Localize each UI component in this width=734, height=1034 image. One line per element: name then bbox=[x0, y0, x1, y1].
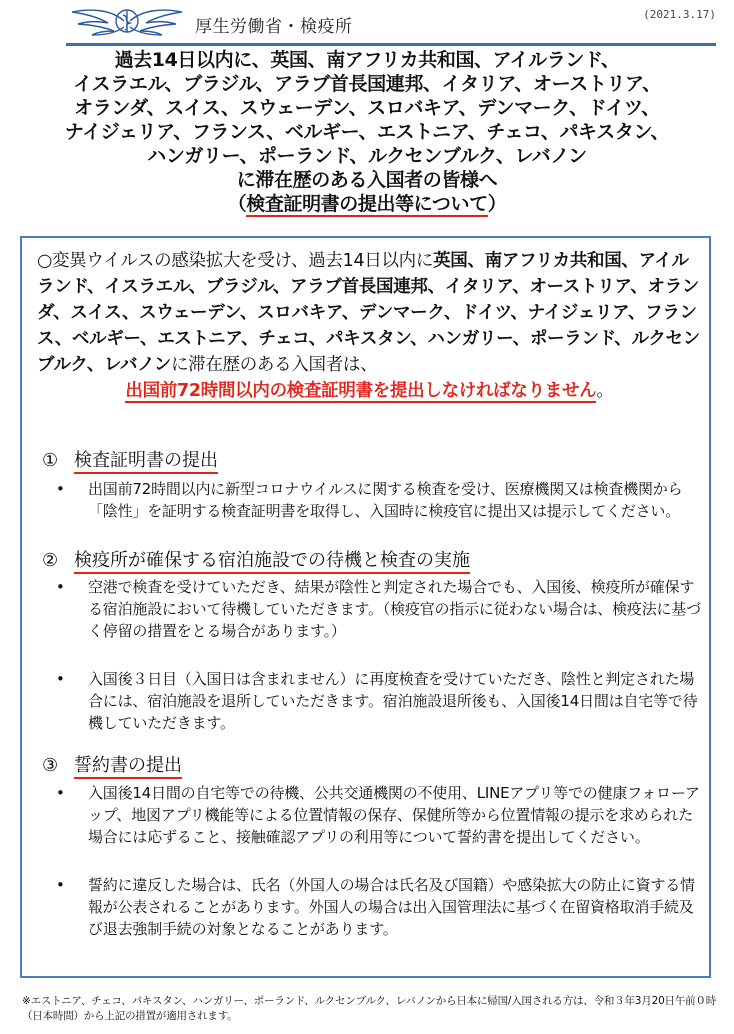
bullet-item bbox=[56, 576, 702, 642]
bullet-item bbox=[56, 782, 702, 848]
page-title bbox=[0, 48, 734, 216]
requirement-period: 。 bbox=[596, 381, 614, 401]
organization-name: 厚生労働省・検疫所 bbox=[195, 17, 353, 37]
section-number: ② bbox=[42, 550, 59, 571]
section-title: 検疫所が確保する宿泊施設での待機と検査の実施 bbox=[74, 550, 470, 574]
bullet-text: 入国後14日間の自宅等での待機、公共交通機関の不使用、LINEアプリ等での健康フォローアップ、地図アプリ機能等による位置情報の保存、保健所等から位置情報の提示を求められた場合には応ずること、接触確認アプリの利用等について誓約書を提出してください。 bbox=[88, 784, 700, 846]
footnote: ※エストニア、チェコ、パキスタン、ハンガリー、ポーランド、ルクセンブルク、レバノンから日本に帰国/入国される方は、令和３年3月20日午前０時（日本時間）から上記の措置が適用されます。 bbox=[22, 995, 717, 1022]
bullet-icon: • bbox=[56, 578, 65, 596]
issue-date: (2021.3.17) bbox=[643, 8, 716, 21]
section-number: ① bbox=[42, 450, 59, 471]
title-line: イスラエル、ブラジル、アラブ首長国連邦、イタリア、オーストリア、 bbox=[73, 73, 661, 95]
title-line: ハンガリー、ポーランド、ルクセンブルク、レバノン bbox=[147, 145, 587, 167]
intro-suffix: に滞在歴のある入国者は、 bbox=[170, 355, 378, 375]
title-subtitle bbox=[0, 192, 734, 216]
header bbox=[0, 0, 734, 44]
subtitle-text: 検査証明書の提出等について bbox=[246, 193, 488, 215]
section-heading-2 bbox=[42, 546, 470, 572]
quarantine-emblem-icon bbox=[68, 4, 186, 38]
section-number: ③ bbox=[42, 755, 59, 776]
notice-box bbox=[20, 236, 711, 978]
bullet-text: 誓約に違反した場合は、氏名（外国人の場合は氏名及び国籍）や感染拡大の防止に資する情報が公表されることがあります。外国人の場合は出入国管理法に基づく在留資格取消手続及び退去強制手続の対象となることがあります。 bbox=[88, 876, 695, 938]
section-heading-1 bbox=[42, 446, 218, 472]
title-line: オランダ、スイス、スウェーデン、スロバキア、デンマーク、ドイツ、 bbox=[74, 97, 660, 119]
subtitle-open: （ bbox=[227, 193, 247, 215]
intro-prefix: ○変異ウイルスの感染拡大を受け、過去14日以内に bbox=[37, 251, 434, 271]
requirement-emphasis bbox=[37, 378, 702, 404]
bullet-text: 入国後３日目（入国日は含まれません）に再度検査を受けていただき、陰性と判定された場合には、宿泊施設を退所していただきます。宿泊施設退所後も、入国後14日間は自宅等で待機していただきます。 bbox=[88, 670, 698, 732]
intro-countries: 英国、南アフリカ共和国、アイルランド、イスラエル、ブラジル、アラブ首長国連邦、イタリア、オーストリア、オランダ、スイス、スウェーデン、スロバキア、デンマーク、ドイツ、ナイジェリア、フランス、ベルギー、エストニア、チェコ、パキスタン、ハンガリー、ポーランド、ルクセンブルク、レバノン bbox=[37, 251, 700, 375]
header-divider bbox=[66, 43, 716, 46]
section-title: 誓約書の提出 bbox=[74, 755, 182, 779]
bullet-text: 空港で検査を受けていただき、結果が陰性と判定された場合でも、入国後、検疫所が確保する宿泊施設において待機していただきます。（検疫官の指示に従わない場合は、検疫法に基づく停留の措置をとる場合があります。） bbox=[88, 578, 701, 640]
intro-paragraph bbox=[37, 248, 702, 404]
bullet-icon: • bbox=[56, 670, 65, 688]
bullet-icon: • bbox=[56, 480, 65, 498]
bullet-icon: • bbox=[56, 876, 65, 894]
title-line: ナイジェリア、フランス、ベルギー、エストニア、チェコ、パキスタン、 bbox=[64, 121, 670, 143]
bullet-icon: • bbox=[56, 784, 65, 802]
section-heading-3 bbox=[42, 751, 182, 777]
bullet-item bbox=[56, 668, 702, 734]
section-title: 検査証明書の提出 bbox=[74, 450, 218, 474]
bullet-item bbox=[56, 478, 702, 522]
requirement-text: 出国前72時間以内の検査証明書を提出しなければなりません bbox=[125, 381, 597, 401]
bullet-item bbox=[56, 874, 702, 940]
bullet-text: 出国前72時間以内に新型コロナウイルスに関する検査を受け、医療機関又は検査機関から「陰性」を証明する検査証明書を取得し、入国時に検疫官に提出又は提示してください。 bbox=[88, 480, 683, 520]
title-line: 過去14日以内に、英国、南アフリカ共和国、アイルランド、 bbox=[114, 49, 620, 71]
subtitle-close: ） bbox=[487, 193, 507, 215]
title-line: に滞在歴のある入国者の皆様へ bbox=[236, 169, 498, 191]
